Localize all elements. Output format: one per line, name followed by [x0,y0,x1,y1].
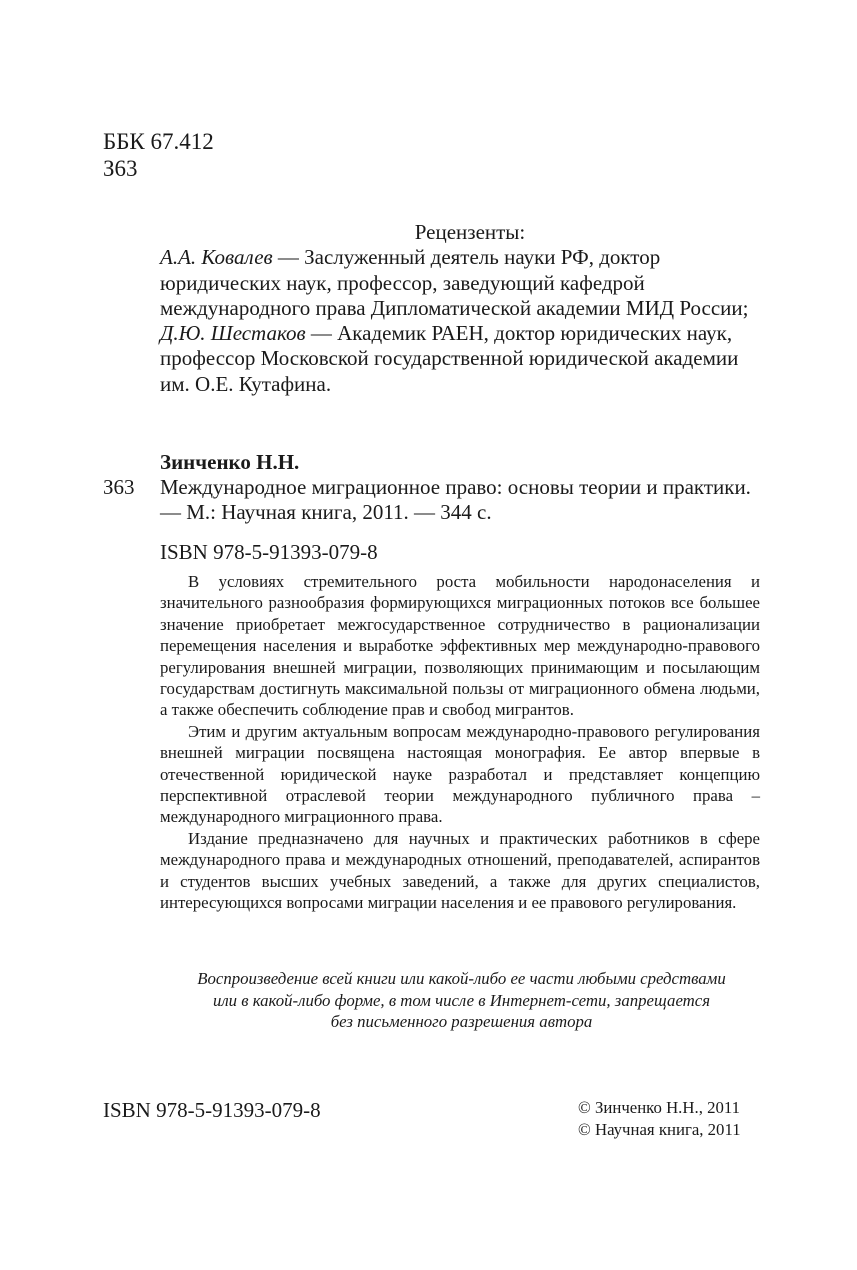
classification-block [103,128,214,182]
reviewer-description: — Академик РАЕН, доктор юридических наук, профессор Московской государственной юридической академии им. О.Е. Кутафина. [160,321,739,396]
footer-isbn: ISBN 978-5-91393-079-8 [103,1098,321,1122]
reviewer-description: — Заслуженный деятель науки РФ, доктор юридических наук, профессор, заведующий кафедрой международного права Дипломатической академии МИД России; [160,245,749,320]
reviewer-entry [160,245,760,321]
reviewer-entry [160,321,760,397]
bib-code: З63 [103,475,135,499]
notice-line: без письменного разрешения автора [330,1012,593,1031]
bib-author: Зинченко Н.Н. [160,450,300,474]
notice-line: или в какой-либо форме, в том числе в Интернет-сети, запрещается [212,990,711,1010]
bbk-code: ББК 67.412 [103,129,214,154]
abstract-paragraph: Издание предназначено для научных и практических работников в сфере международного права и международных отношений, преподавателей, аспирантов и студентов высших учебных заведений, а также для других специалистов, интересующихся вопросами миграции населения и ее правового регулирования. [160,828,760,913]
reviewer-name: Д.Ю. Шестаков [160,321,306,346]
reviewers-heading: Рецензенты: [414,220,526,244]
abstract-paragraph: В условиях стремительного роста мобильности народонаселения и значительного разнообразия формирующихся миграционных потоков все большее значение приобретает межгосударственное сотрудничество в рационализации перемещения населения и выработке эффективных мер международно-правового регулирования внешней миграции, позволяющих принимающим и посылающим государствам достигнуть максимальной пользы от миграционного обмена людьми, а также обеспечить соблюдение прав и свобод мигрантов. [160,572,760,720]
reviewers-block [160,220,760,397]
abstract [160,571,760,914]
bib-isbn: ISBN 978-5-91393-079-8 [160,540,378,564]
notice-line: Воспроизведение всей книги или какой-либо ее части любыми средствами [197,969,726,988]
abstract-paragraph: Этим и другим актуальным вопросам международно-правового регулирования внешней миграции посвящена настоящая монография. Ее автор впервые в отечественной юридической науке разработал и представляет концепцию перспективной отраслевой теории международного публичного права – международного миграционного права. [160,721,760,827]
copyright-publisher: © Научная книга, 2011 [578,1120,741,1139]
author-mark: З63 [103,156,138,181]
copyright-author: © Зинченко Н.Н., 2011 [578,1098,741,1117]
copyright-notice [103,968,820,1033]
bib-description: Международное миграционное право: основы теории и практики. — М.: Научная книга, 2011. — 344 с. [160,475,751,524]
copyright-block [578,1097,741,1141]
reviewer-name: А.А. Ковалев [160,245,273,270]
